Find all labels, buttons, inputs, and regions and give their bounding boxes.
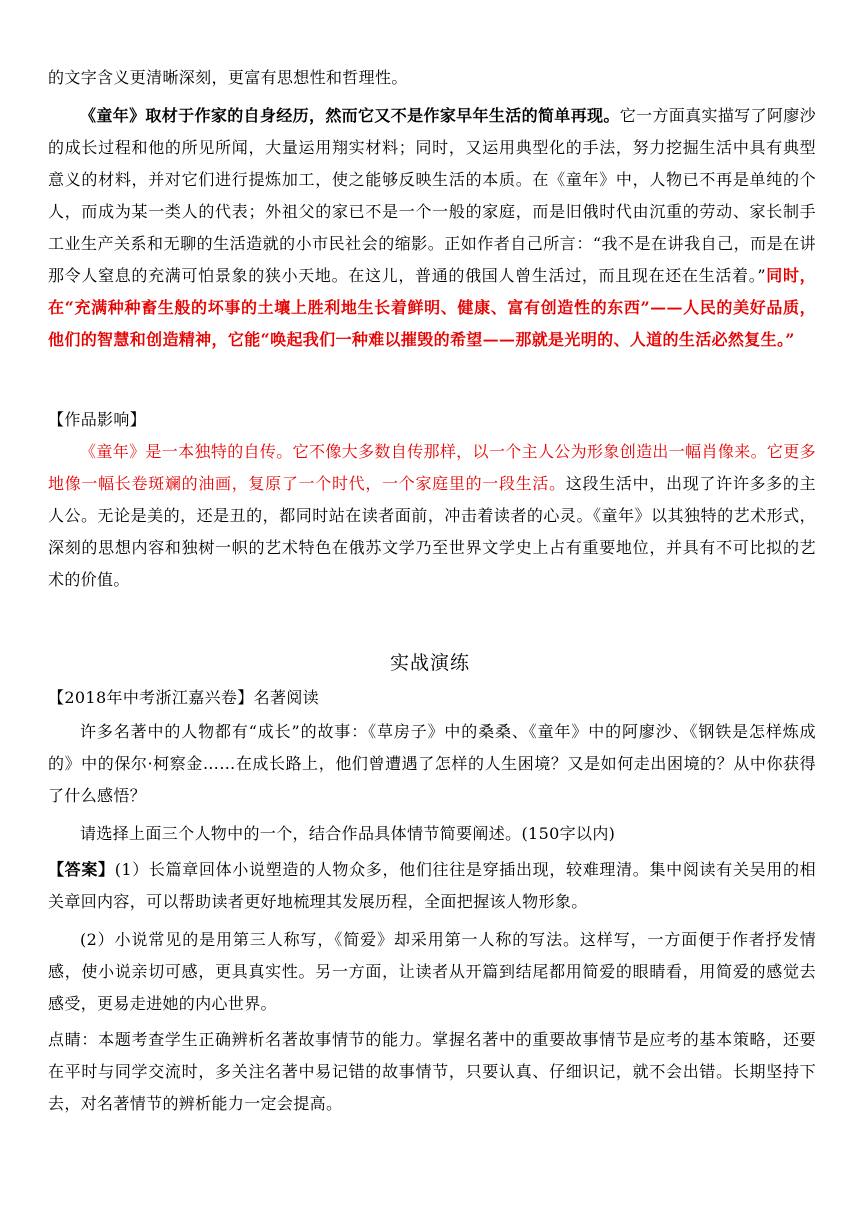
commentary-text: 点睛：本题考查学生正确辨析名著故事情节的能力。掌握名著中的重要故事情节是应考的基本策略，还要在平时与同学交流时，多关注名著中易记错的故事情节，只要认真、仔细识记，就不会出错。长期坚持下去，对名著情节的辨析能力一定会提高。 <box>48 1030 816 1113</box>
commentary-paragraph <box>48 1024 816 1120</box>
continuation-line <box>48 62 816 94</box>
analysis-body: 它一方面真实描写了阿廖沙的成长过程和他的所见所闻，大量运用翔实材料；同时，又运用典型化的手法，努力挖掘生活中具有典型意义的材料，并对它们进行提炼加工，使之能够反映生活的本质。在《童年》中，人物已不再是单纯的个人，而成为某一类人的代表；外祖父的家已不是一个一般的家庭，而是旧俄时代由沉重的劳动、家长制手工业生产关系和无聊的生活造就的小市民社会的缩影。正如作者自己所言：“我不是在讲我自己，而是在讲那令人窒息的充满可怕景象的狭小天地。在这儿，普通的俄国人曾生活过，而且现在还在生活着。” <box>48 106 816 285</box>
question-text: 许多名著中的人物都有“成长”的故事：《草房子》中的桑桑、《童年》中的阿廖沙、《钢铁是怎样炼成的》中的保尔·柯察金……在成长路上，他们曾遭遇了怎样的人生困境？又是如何走出困境的？从中你获得了什么感悟？ <box>48 722 816 805</box>
red-bold-quote: 同时，在“充满种种畜生般的坏事的土壤上胜利地生长着鲜明、健康、富有创造性的东西”——人民的美好品质，他们的智慧和创造精神，它能“唤起我们一种难以摧毁的希望——那就是光明的、人道的生活必然复生。” <box>48 266 816 349</box>
question-instruction-text: 请选择上面三个人物中的一个，结合作品具体情节简要阐述。(150字以内) <box>80 824 616 843</box>
answer-label: 【答案】 <box>48 860 115 879</box>
lead-sentence-bold: 《童年》取材于作家的自身经历，然而它又不是作家早年生活的简单再现。 <box>80 106 620 125</box>
influence-body-text: 这段生活中，出现了许许多多的主人公。无论是美的，还是丑的，都同时站在读者面前，冲击着读者的心灵。《童年》以其独特的艺术形式，深刻的思想内容和独树一帜的艺术特色在俄苏文学乃至世界文学史上占有重要地位，并具有不可比拟的艺术的价值。 <box>48 474 816 589</box>
exam-source-line <box>48 682 816 714</box>
tongnian-analysis-paragraph <box>48 100 816 356</box>
practice-title: 实战演练 <box>389 652 470 674</box>
influence-red-text: 《童年》是一本独特的自传。它不像大多数自传那样，以一个主人公为形象创造出一幅肖像来。它更多地像一幅长卷斑斓的油画，复原了一个时代，一个家庭里的一段生活。 <box>48 442 816 493</box>
exam-source: 【2018年中考浙江嘉兴卷】名著阅读 <box>48 688 320 707</box>
answer-1-text: (1）长篇章回体小说塑造的人物众多，他们往往是穿插出现，较难理清。集中阅读有关吴用的相关章回内容，可以帮助读者更好地梳理其发展历程，全面把握该人物形象。 <box>48 860 816 911</box>
continuation-text: 的文字含义更清晰深刻，更富有思想性和哲理性。 <box>48 68 408 87</box>
answer-2-text: (2）小说常见的是用第三人称写，《简爱》却采用第一人称的写法。这样写，一方面便于作者抒发情感，使小说亲切可感，更具真实性。另一方面，让读者从开篇到结尾都用简爱的眼睛看，用简爱的感觉去感受，更易走进她的内心世界。 <box>48 930 816 1013</box>
answer-paragraph-2 <box>48 924 816 1020</box>
influence-section-label <box>48 404 816 436</box>
question-instruction <box>48 818 816 850</box>
answer-paragraph-1 <box>48 854 816 918</box>
question-paragraph <box>48 716 816 812</box>
influence-paragraph <box>48 436 816 596</box>
influence-label: 【作品影响】 <box>48 410 147 429</box>
